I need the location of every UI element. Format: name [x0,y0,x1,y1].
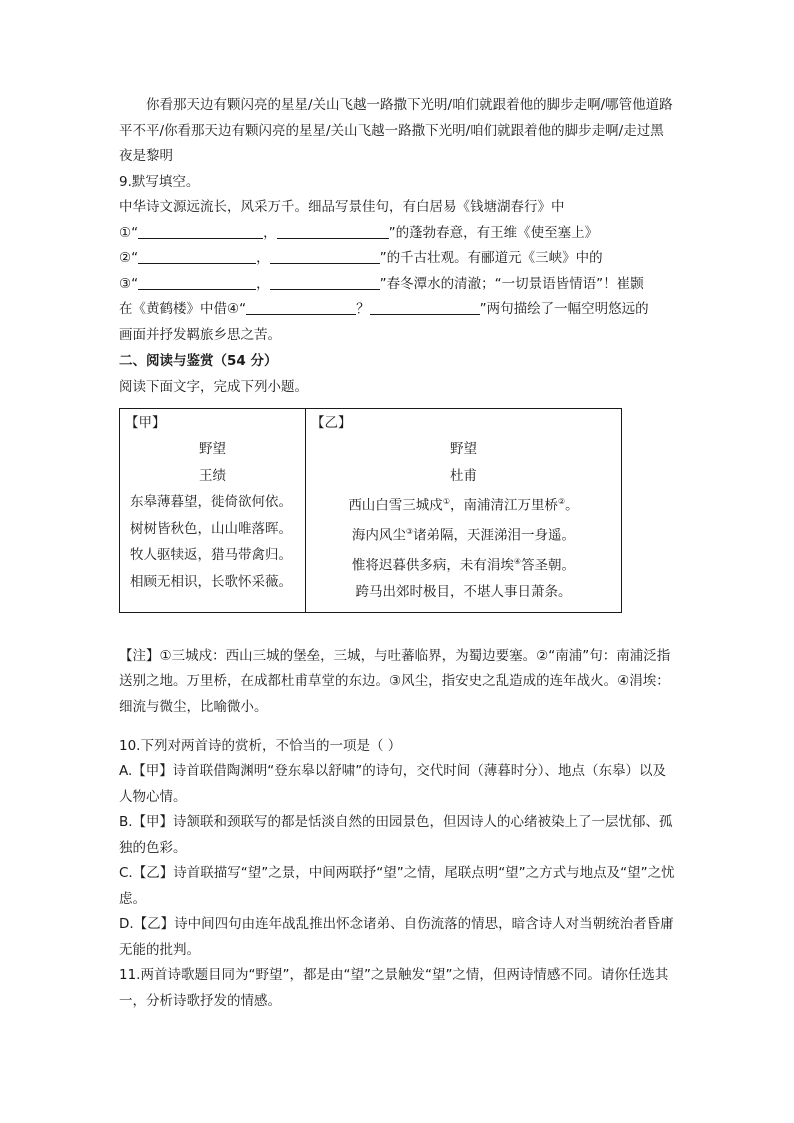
question-9-title: 9.默写填空。 [119,173,200,190]
question-9-line-3 [119,272,675,298]
blank-4b[interactable] [370,299,480,315]
q9-line3-suffix: ”春冬潭水的清澈；“一切景语皆情语”！崔颢 [379,275,644,292]
q9-line2-suffix: ”的千古壮观。有郦道元《三峡》中的 [379,250,603,266]
blank-1b[interactable] [277,223,389,239]
poems-table [119,408,622,613]
poem-a-line-1: 东皋薄暮望，徙倚欲何依。 [130,494,292,510]
q9-line1-sep: ， [263,224,277,241]
q9-line4-prefix: 在《黄鹤楼》中借④“ [119,301,247,317]
lyrics-paragraph: 你看那天边有颗闪亮的星星/关山飞越一路撒下光明/咱们就跟着他的脚步走啊/哪管他道路平不平/你看那天边有颗闪亮的星星/关山飞越一路撒下光明/咱们就跟着他的脚步走啊/走过黑夜是黎明 [119,97,673,164]
question-11-stem: 11.两首诗歌题目同为“野望”，都是由“望”之景触发“望”之情，但两诗情感不同。请你任选其一，分析诗歌抒发的情感。 [119,967,669,1009]
blank-2a[interactable] [138,248,256,264]
blank-2b[interactable] [270,248,380,264]
blank-1a[interactable] [138,223,263,239]
question-10-option-b[interactable]: B.【甲】诗颔联和颈联写的都是恬淡自然的田园景色，但因诗人的心绪被染上了一层忧郁、孤独的色彩。 [119,814,673,856]
question-10-stem: 10.下列对两首诗的赏析，不恰当的一项是（ ） [119,737,402,754]
q9-line3-prefix: ③“ [119,275,139,292]
poem-a-line-4: 相顾无相识，长歌怀采薇。 [130,573,292,590]
question-10-option-a[interactable]: A.【甲】诗首联借陶渊明“登东皋以舒啸”的诗句，交代时间（薄暮时分）、地点（东皋）以及人物心情。 [119,763,667,805]
poem-b-line-2-part-a: 海内风尘 [351,527,406,544]
footnote-marker-1: ① [442,497,450,506]
poem-a-tag: 【甲】 [125,415,166,431]
footnotes: 【注】①三城戍：西山三城的堡垒，三城，与吐蕃临界，为蜀边要塞。②“南浦”句：南浦泛指送别之地。万里桥，在成都杜甫草堂的东边。③风尘，指安史之乱造成的连年战火。④涓埃：细流与微尘，比喻微小。 [119,647,671,715]
q9-line1-prefix: ①“ [119,224,139,241]
question-10-option-d[interactable]: D.【乙】诗中间四句由连年战乱推出怀念诸弟、自伤流落的情思，暗含诗人对当朝统治者昏庸无能的批判。 [119,916,674,958]
q9-line4-sep: ？ [356,301,370,317]
poem-b-line-3-part-a: 惟将迟暮供多病，未有涓埃 [351,557,514,574]
footnote-marker-2: ② [557,497,566,506]
poem-b-line-1-part-c: 。 [565,497,579,514]
poem-a-author: 王绩 [198,467,226,484]
poem-a-line-2: 树树皆秋色，山山唯落晖。 [130,520,292,537]
blank-3b[interactable] [270,274,380,290]
poem-b-line-1 [306,489,621,519]
question-9-intro: 中华诗文源远流长，风采万千。细品写景佳句，有白居易《钱塘湖春行》中 [119,199,565,215]
question-10-option-c[interactable]: C.【乙】诗首联描写“望”之景，中间两联抒“望”之情，尾联点明“望”之方式与地点及“望”之忧虑。 [119,865,675,907]
poem-b-line-3 [306,549,621,579]
poem-b-line-2 [306,519,621,549]
footnote-marker-4: ④ [513,557,522,566]
poem-b-line-3-part-b: 答圣朝。 [521,557,576,574]
poem-b-cell [305,409,621,613]
q9-line2-prefix: ②“ [119,250,139,266]
section-2-heading: 二、阅读与鉴赏（54 分） [119,353,278,369]
poem-b-line-1-part-a: 西山白雪三城戍 [348,497,443,514]
poem-a-line-3: 牧人驱犊返，猎马带禽归。 [130,547,292,563]
blank-4a[interactable] [246,299,356,315]
poem-b-tag: 【乙】 [310,415,352,431]
q9-line1-suffix: ”的蓬勃春意，有王维《使至塞上》 [388,224,599,241]
section-2-instruction: 阅读下面文字，完成下列小题。 [119,378,308,395]
poem-b-title: 野望 [449,441,477,457]
poem-a-title: 野望 [198,441,226,457]
q9-line4-suffix: ”两句描绘了一幅空明悠远的 [479,301,649,317]
q9-line2-sep: ， [256,250,270,266]
question-9-line-4 [119,297,675,323]
q9-line3-sep: ， [256,275,270,292]
footnote-marker-3: ③ [405,527,414,536]
question-9-line-5: 画面并抒发羁旅乡思之苦。 [119,326,281,343]
poem-b-line-4: 跨马出郊时极目，不堪人事日萧条。 [355,584,572,600]
blank-3a[interactable] [138,274,256,290]
poem-b-author: 杜甫 [449,467,477,484]
document-page [119,93,675,1014]
question-9-line-1 [119,221,675,247]
poem-b-line-2-part-b: 诸弟隔，天涯涕泪一身遥。 [413,527,576,544]
question-9-line-2 [119,246,675,272]
poem-b-line-1-part-b: ，南浦清江万里桥 [449,497,558,514]
poem-a-cell [120,409,306,613]
